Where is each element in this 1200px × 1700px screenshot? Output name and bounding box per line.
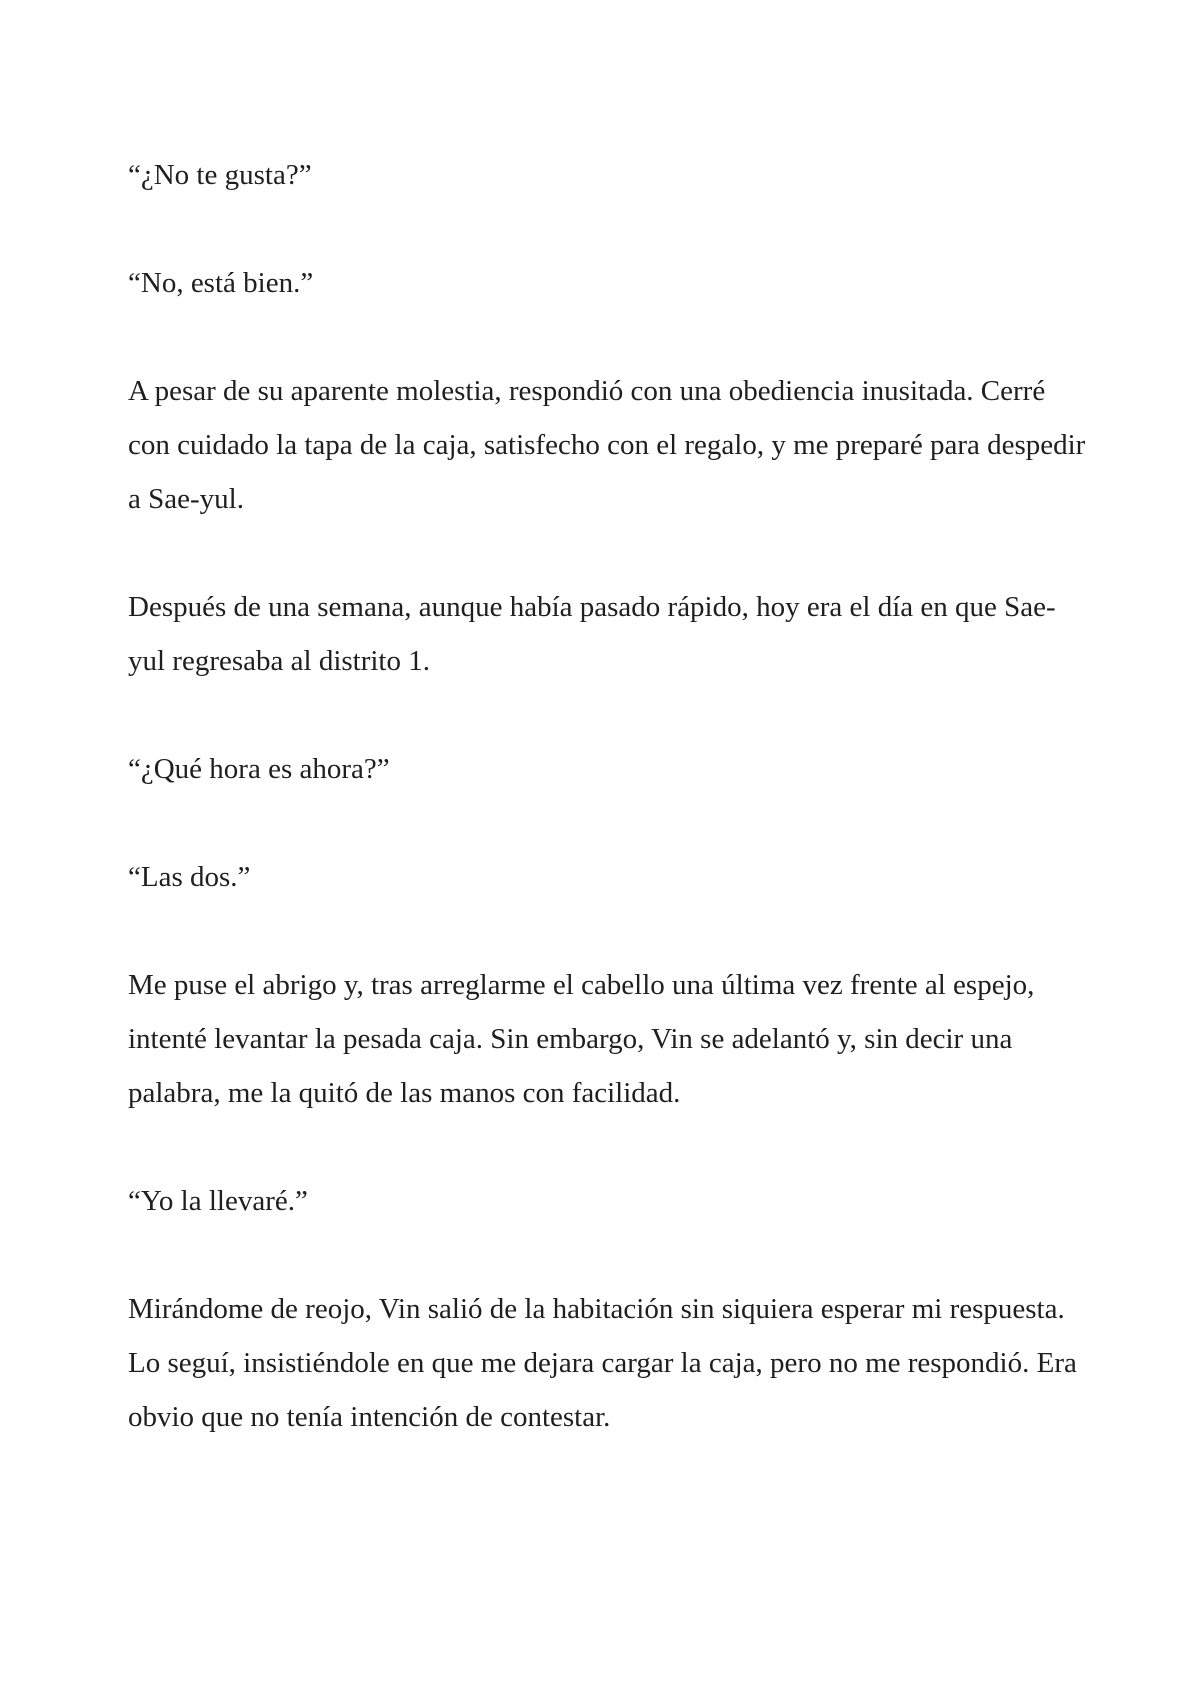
dialogue-line: “¿No te gusta?” — [128, 159, 312, 191]
dialogue-line: “¿Qué hora es ahora?” — [128, 753, 390, 785]
dialogue-line: “Las dos.” — [128, 861, 251, 893]
dialogue-line: “No, está bien.” — [128, 267, 314, 299]
document-page — [128, 148, 1088, 1498]
narrative-paragraph: Mirándome de reojo, Vin salió de la habitación sin siquiera esperar mi respuesta. Lo seguí, insistiéndole en que me dejara cargar la caja, pero no me respondió. Era obvio que no tenía intención de contestar. — [128, 1293, 1077, 1433]
narrative-paragraph: A pesar de su aparente molestia, respondió con una obediencia inusitada. Cerré con cuidado la tapa de la caja, satisfecho con el regalo, y me preparé para despedir a Sae-yul. — [128, 375, 1086, 515]
narrative-paragraph: Después de una semana, aunque había pasado rápido, hoy era el día en que Sae-yul regresaba al distrito 1. — [128, 591, 1056, 677]
dialogue-line: “Yo la llevaré.” — [128, 1185, 308, 1217]
narrative-paragraph: Me puse el abrigo y, tras arreglarme el cabello una última vez frente al espejo, intenté levantar la pesada caja. Sin embargo, Vin se adelantó y, sin decir una palabra, me la quitó de las manos con facilidad. — [128, 969, 1035, 1109]
